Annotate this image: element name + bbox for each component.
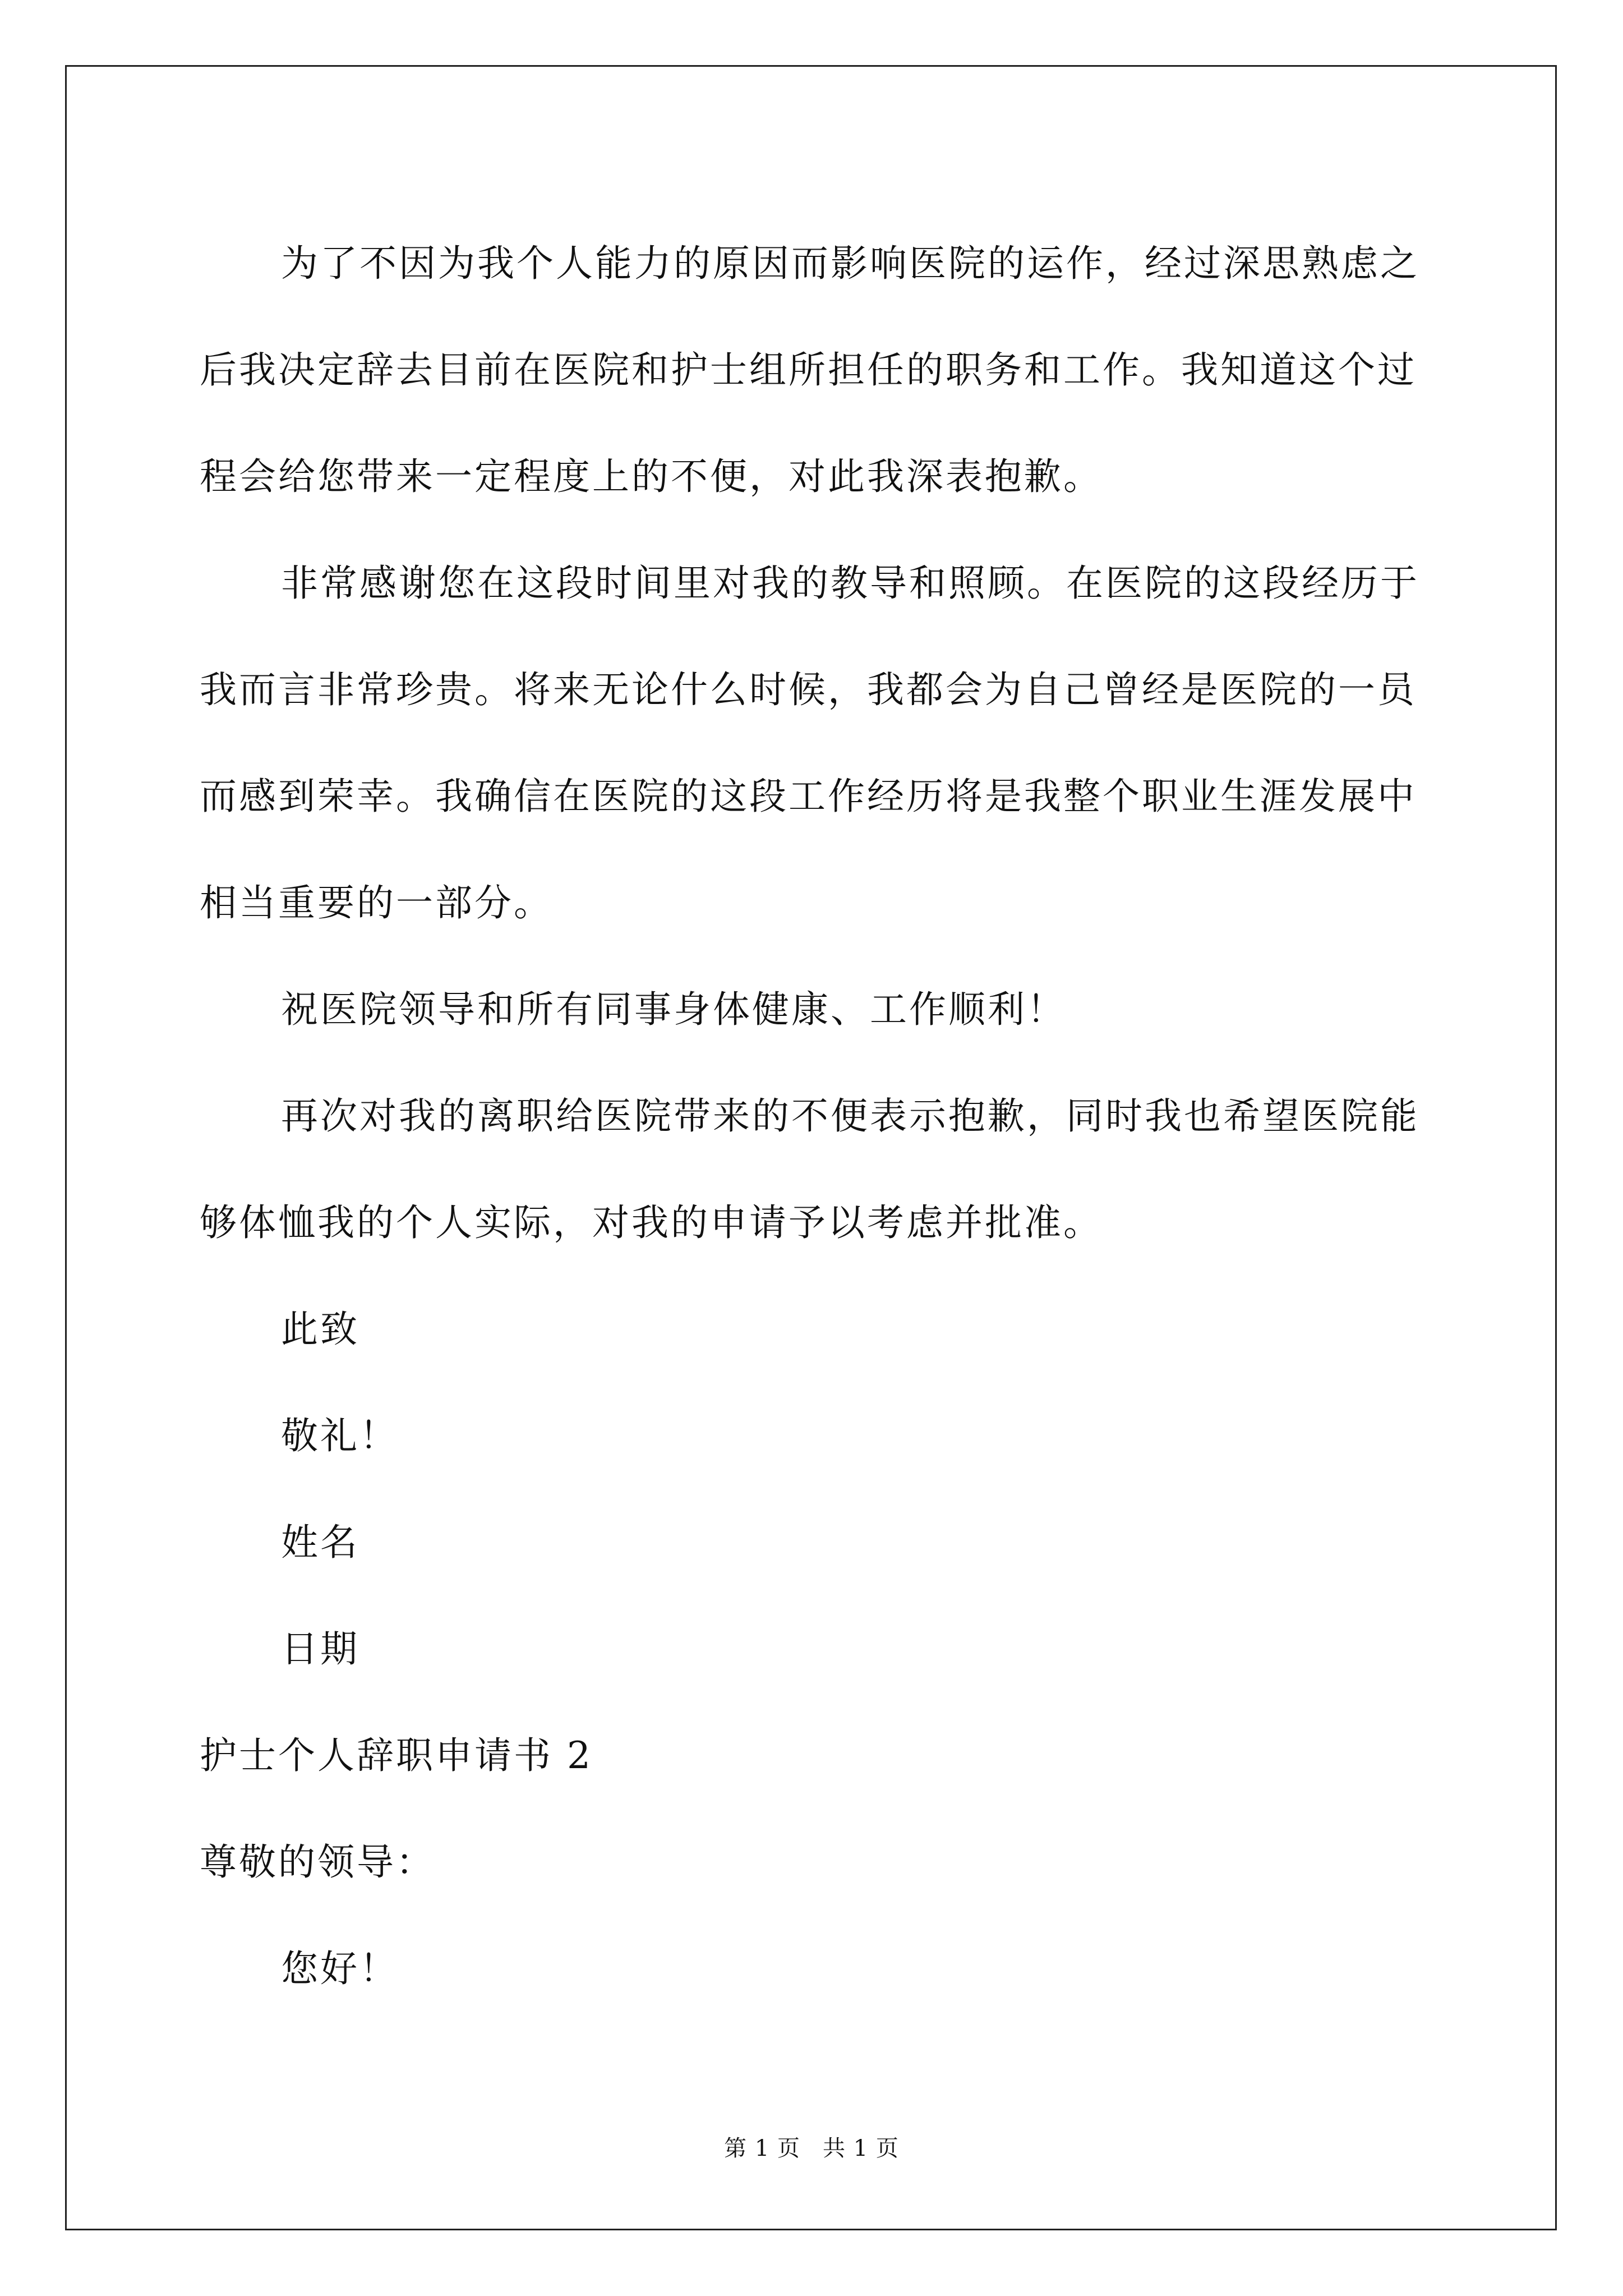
- greeting: 您好！: [281, 1947, 399, 1990]
- signature-name: 姓名: [281, 1521, 359, 1564]
- page-footer: [0, 2131, 1623, 2162]
- section-title: 护士个人辞职申请书 2: [200, 1734, 593, 1777]
- paragraph-gratitude: 非常感谢您在这段时间里对我的教导和照顾。在医院的这段经历于我而言非常珍贵。将来无论什么时候，我都会为自己曾经是医院的一员而感到荣幸。我确信在医院的这段工作经历将是我整个职业生涯发展中相当重要的一部分。: [200, 562, 1419, 924]
- page-total: 共 1 页: [823, 2136, 899, 2161]
- page-number: 第 1 页: [724, 2136, 800, 2161]
- document-body: [200, 210, 1428, 2022]
- closing-cizhi: 此致: [281, 1308, 359, 1351]
- salutation: 尊敬的领导：: [200, 1841, 435, 1884]
- closing-jingli: 敬礼！: [281, 1414, 399, 1457]
- signature-date: 日期: [281, 1627, 359, 1671]
- paragraph-wishes: 祝医院领导和所有同事身体健康、工作顺利！: [281, 988, 1066, 1031]
- paragraph-apology: 再次对我的离职给医院带来的不便表示抱歉，同时我也希望医院能够体恤我的个人实际，对我的申请予以考虑并批准。: [200, 1094, 1419, 1244]
- paragraph-resignation-reason: 为了不因为我个人能力的原因而影响医院的运作，经过深思熟虑之后我决定辞去目前在医院和护士组所担任的职务和工作。我知道这个过程会给您带来一定程度上的不便，对此我深表抱歉。: [200, 242, 1419, 498]
